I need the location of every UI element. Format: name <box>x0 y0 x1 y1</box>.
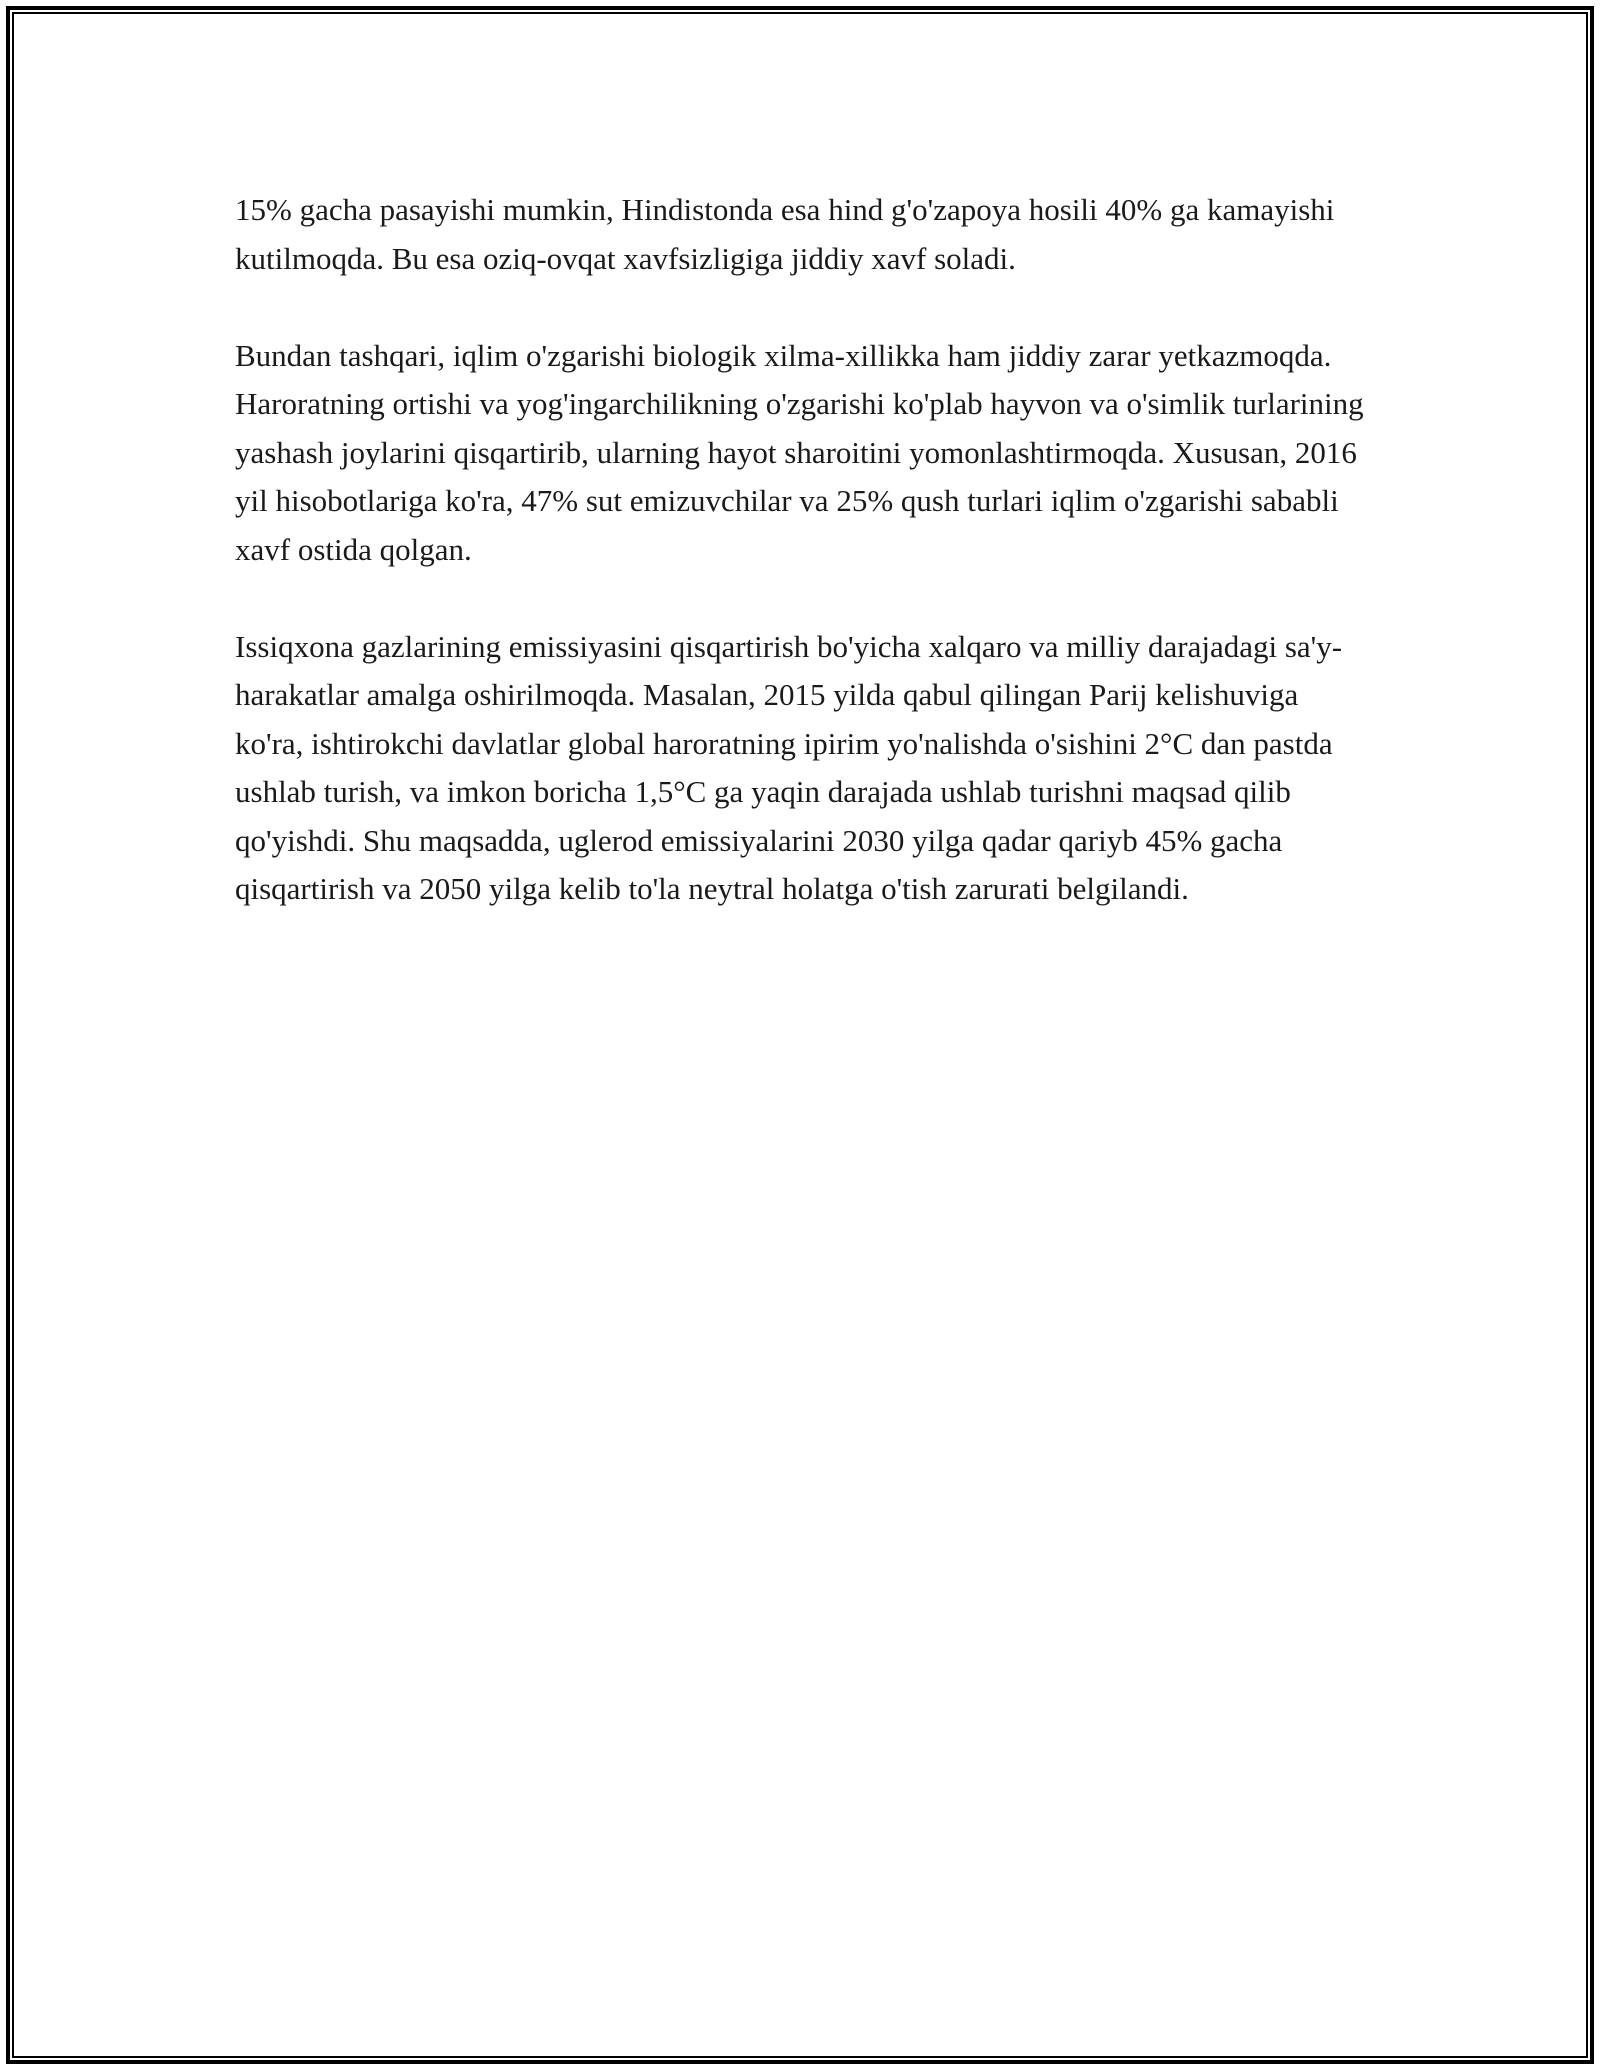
document-body <box>235 186 1365 914</box>
paragraph-crop-yield: 15% gacha pasayishi mumkin, Hindistonda esa hind g'o'zapoya hosili 40% ga kamayishi kutilmoqda. Bu esa oziq-ovqat xavfsizligiga jiddiy xavf soladi. <box>235 192 1335 276</box>
paragraph-biodiversity: Bundan tashqari, iqlim o'zgarishi biologik xilma-xillikka ham jiddiy zarar yetkazmoqda. Haroratning ortishi va yog'ingarchilikning o'zgarishi ko'plab hayvon va o'simlik turlarining yashash joylarini qisqartirib, ularning hayot sharoitini yomonlashtirmoqda. Xususan, 2016 yil hisobotlariga ko'ra, 47% sut emizuvchilar va 25% qush turlari iqlim o'zgarishi sababli xavf ostida qolgan. <box>235 337 1364 567</box>
paragraph-emissions: Issiqxona gazlarining emissiyasini qisqartirish bo'yicha xalqaro va milliy darajadagi sa'y-harakatlar amalga oshirilmoqda. Masalan, 2015 yilda qabul qilingan Parij kelishuviga ko'ra, ishtirokchi davlatlar global haroratning ipirim yo'nalishda o'sishini 2°C dan pastda ushlab turish, va imkon boricha 1,5°C ga yaqin darajada ushlab turishni maqsad qilib qo'yishdi. Shu maqsadda, uglerod emissiyalarini 2030 yilga qadar qariyb 45% gacha qisqartirish va 2050 yilga kelib to'la neytral holatga o'tish zarurati belgilandi. <box>235 628 1343 906</box>
